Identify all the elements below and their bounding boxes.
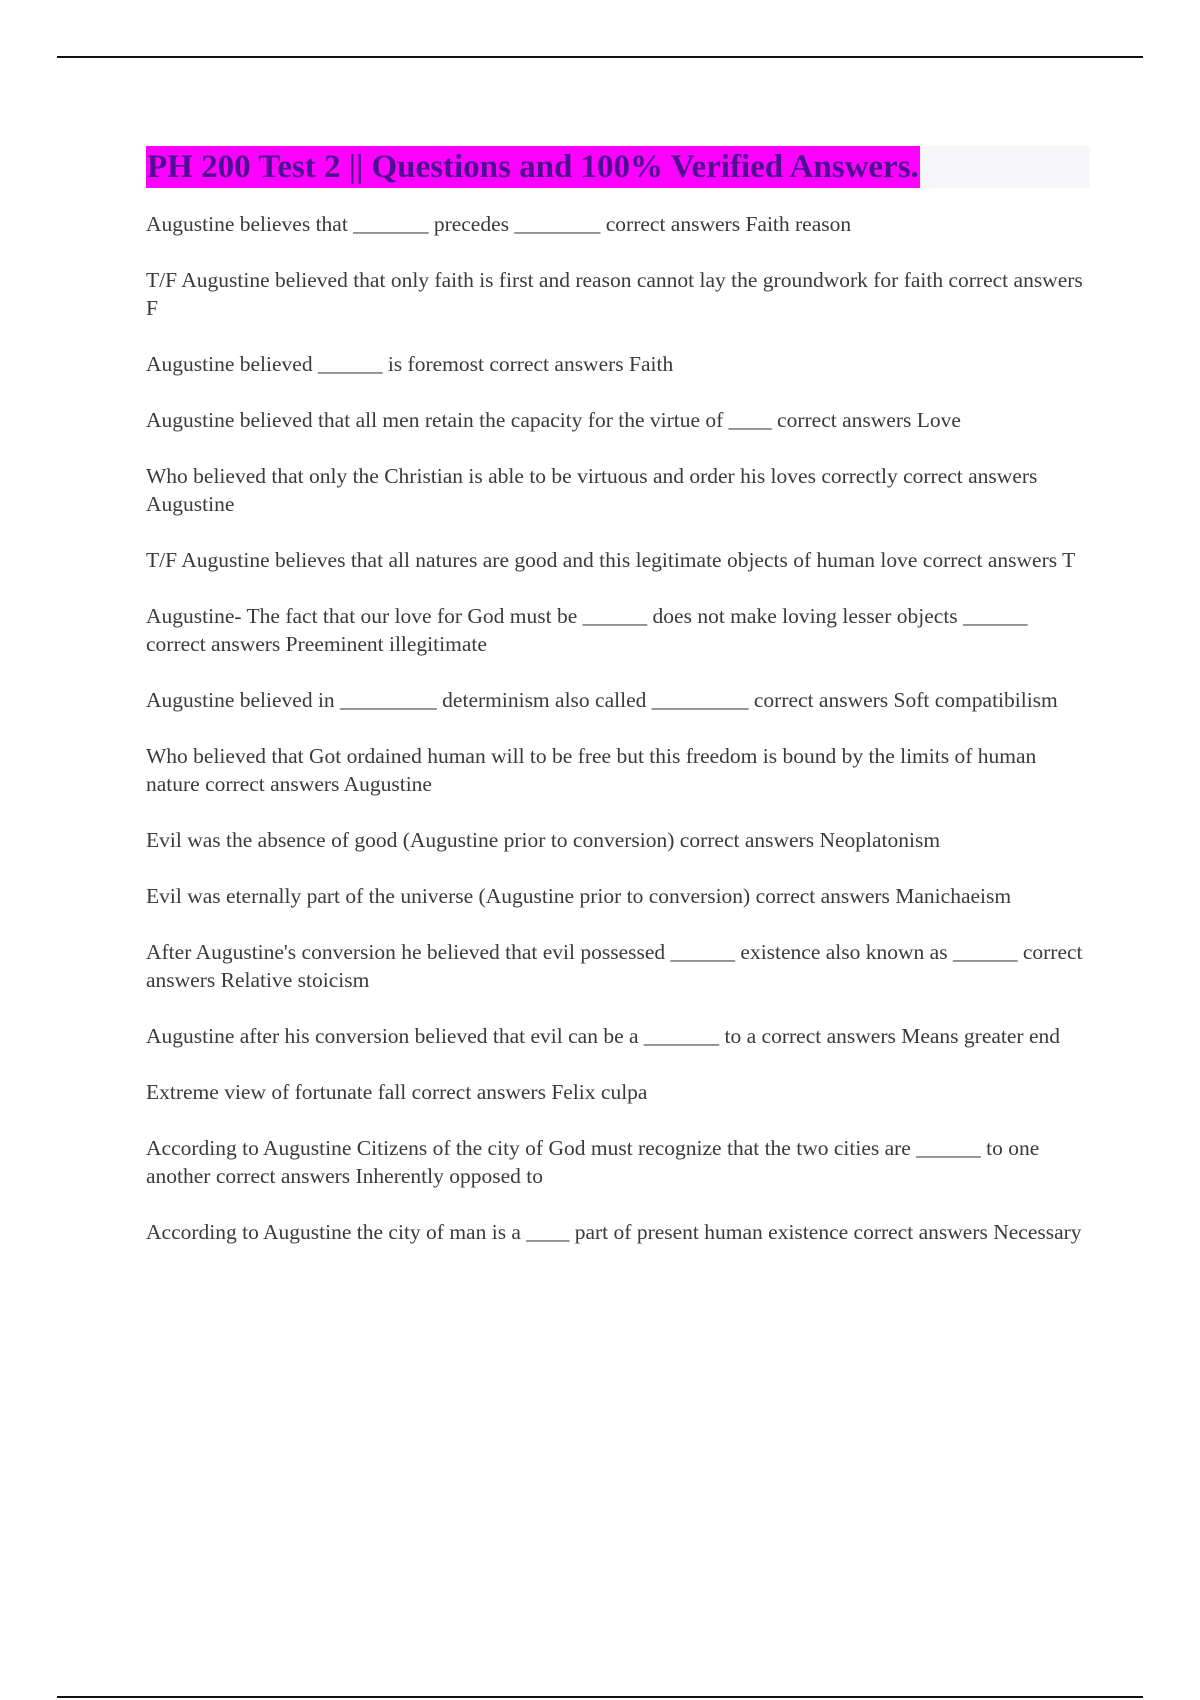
qa-item: Augustine believed ______ is foremost correct answers Faith	[146, 352, 674, 376]
qa-item: According to Augustine the city of man is a ____ part of present human existence correct answers Necessary	[146, 1220, 1082, 1244]
document-title: PH 200 Test 2 || Questions and 100% Verified Answers.	[146, 146, 920, 188]
qa-item: T/F Augustine believes that all natures are good and this legitimate objects of human love correct answers T	[146, 548, 1076, 572]
qa-item: Augustine- The fact that our love for God must be ______ does not make loving lesser objects ______ correct answers Preeminent illegitimate	[146, 604, 1028, 656]
top-rule	[57, 56, 1143, 58]
qa-item: Who believed that only the Christian is able to be virtuous and order his loves correctly correct answers Augustine	[146, 464, 1038, 516]
qa-item: Augustine believed in _________ determinism also called _________ correct answers Soft compatibilism	[146, 688, 1058, 712]
qa-item: According to Augustine Citizens of the city of God must recognize that the two cities are ______ to one another correct answers Inherently opposed to	[146, 1136, 1040, 1188]
qa-list	[146, 210, 1090, 1246]
qa-item: Augustine believed that all men retain the capacity for the virtue of ____ correct answers Love	[146, 408, 961, 432]
bottom-rule	[57, 1696, 1143, 1698]
qa-item: After Augustine's conversion he believed that evil possessed ______ existence also known as ______ correct answers Relative stoicism	[146, 940, 1083, 992]
qa-item: T/F Augustine believed that only faith is first and reason cannot lay the groundwork for faith correct answers F	[146, 268, 1083, 320]
title-bar	[146, 146, 1090, 188]
qa-item: Who believed that Got ordained human will to be free but this freedom is bound by the limits of human nature correct answers Augustine	[146, 744, 1037, 796]
qa-item: Augustine believes that _______ precedes ________ correct answers Faith reason	[146, 212, 852, 236]
qa-item: Extreme view of fortunate fall correct answers Felix culpa	[146, 1080, 648, 1104]
qa-item: Augustine after his conversion believed that evil can be a _______ to a correct answers Means greater end	[146, 1024, 1061, 1048]
qa-item: Evil was eternally part of the universe (Augustine prior to conversion) correct answers Manichaeism	[146, 884, 1012, 908]
document-body	[146, 146, 1090, 1274]
qa-item: Evil was the absence of good (Augustine prior to conversion) correct answers Neoplatonism	[146, 828, 941, 852]
